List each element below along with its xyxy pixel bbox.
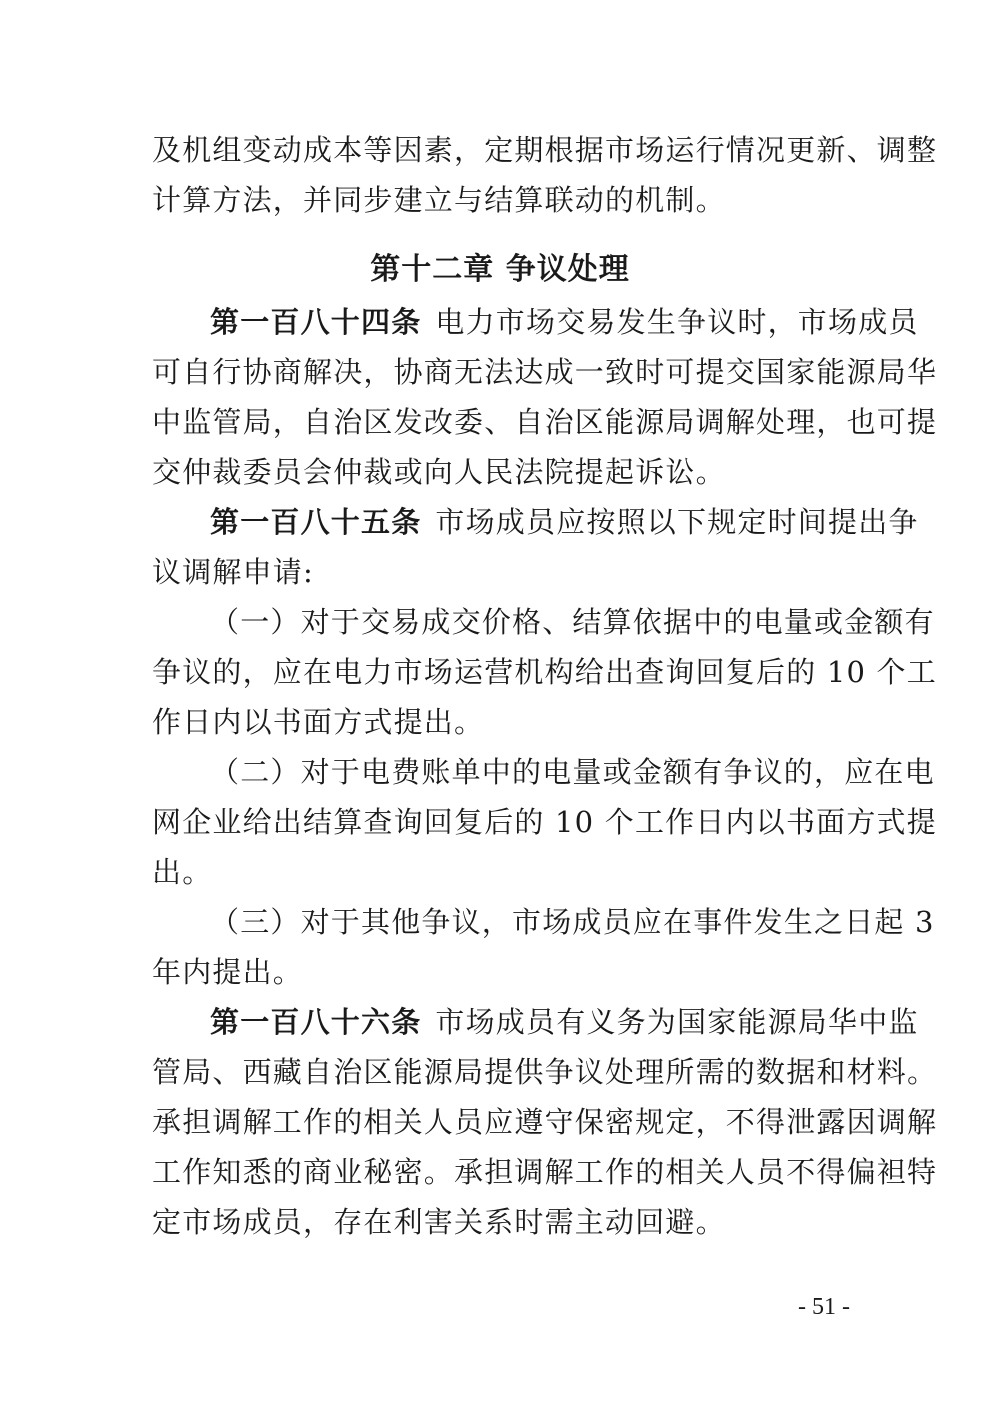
chapter-title: 第十二章 争议处理 [370, 252, 630, 287]
item-1-line-3: 作日内以书面方式提出。 [152, 705, 485, 739]
item-3-line-2: 年内提出。 [152, 955, 304, 989]
article-185-label: 第一百八十五条 [210, 505, 422, 539]
article-184-first-line [210, 302, 919, 342]
article-185-line-2: 议调解申请: [152, 555, 314, 589]
article-185-first-line [210, 502, 919, 542]
article-186-line-3: 承担调解工作的相关人员应遵守保密规定，不得泄露因调解 [152, 1105, 938, 1139]
item-1-first-line: （一）对于交易成交价格、结算依据中的电量或金额有 [210, 605, 935, 639]
intro-line-1: 及机组变动成本等因素，定期根据市场运行情况更新、调整 [152, 133, 938, 167]
article-184-line-4: 交仲裁委员会仲裁或向人民法院提起诉讼。 [152, 455, 726, 489]
article-186-first-line [210, 1002, 919, 1042]
article-184-line-2: 可自行协商解决，协商无法达成一致时可提交国家能源局华 [152, 355, 938, 389]
item-1-line-2: 争议的，应在电力市场运营机构给出查询回复后的 10 个工 [152, 655, 937, 689]
article-186-line-5: 定市场成员，存在利害关系时需主动回避。 [152, 1205, 726, 1239]
article-185-text: 市场成员应按照以下规定时间提出争 [435, 505, 919, 539]
article-186-text: 市场成员有义务为国家能源局华中监 [435, 1005, 919, 1039]
article-186-line-2: 管局、西藏自治区能源局提供争议处理所需的数据和材料。 [152, 1055, 938, 1089]
article-186-label: 第一百八十六条 [210, 1005, 422, 1039]
item-3-first-line: （三）对于其他争议，市场成员应在事件发生之日起 3 [210, 905, 935, 939]
item-2-line-2: 网企业给出结算查询回复后的 10 个工作日内以书面方式提 [152, 805, 937, 839]
intro-line-2: 计算方法，并同步建立与结算联动的机制。 [152, 183, 726, 217]
item-2-line-3: 出。 [152, 855, 213, 889]
article-184-line-3: 中监管局，自治区发改委、自治区能源局调解处理，也可提 [152, 405, 938, 439]
article-184-label: 第一百八十四条 [210, 305, 422, 339]
item-2-first-line: （二）对于电费账单中的电量或金额有争议的，应在电 [210, 755, 935, 789]
article-184-text: 电力市场交易发生争议时，市场成员 [435, 305, 919, 339]
article-186-line-4: 工作知悉的商业秘密。承担调解工作的相关人员不得偏袒特 [152, 1155, 938, 1189]
page-number: - 51 - [798, 1294, 850, 1320]
